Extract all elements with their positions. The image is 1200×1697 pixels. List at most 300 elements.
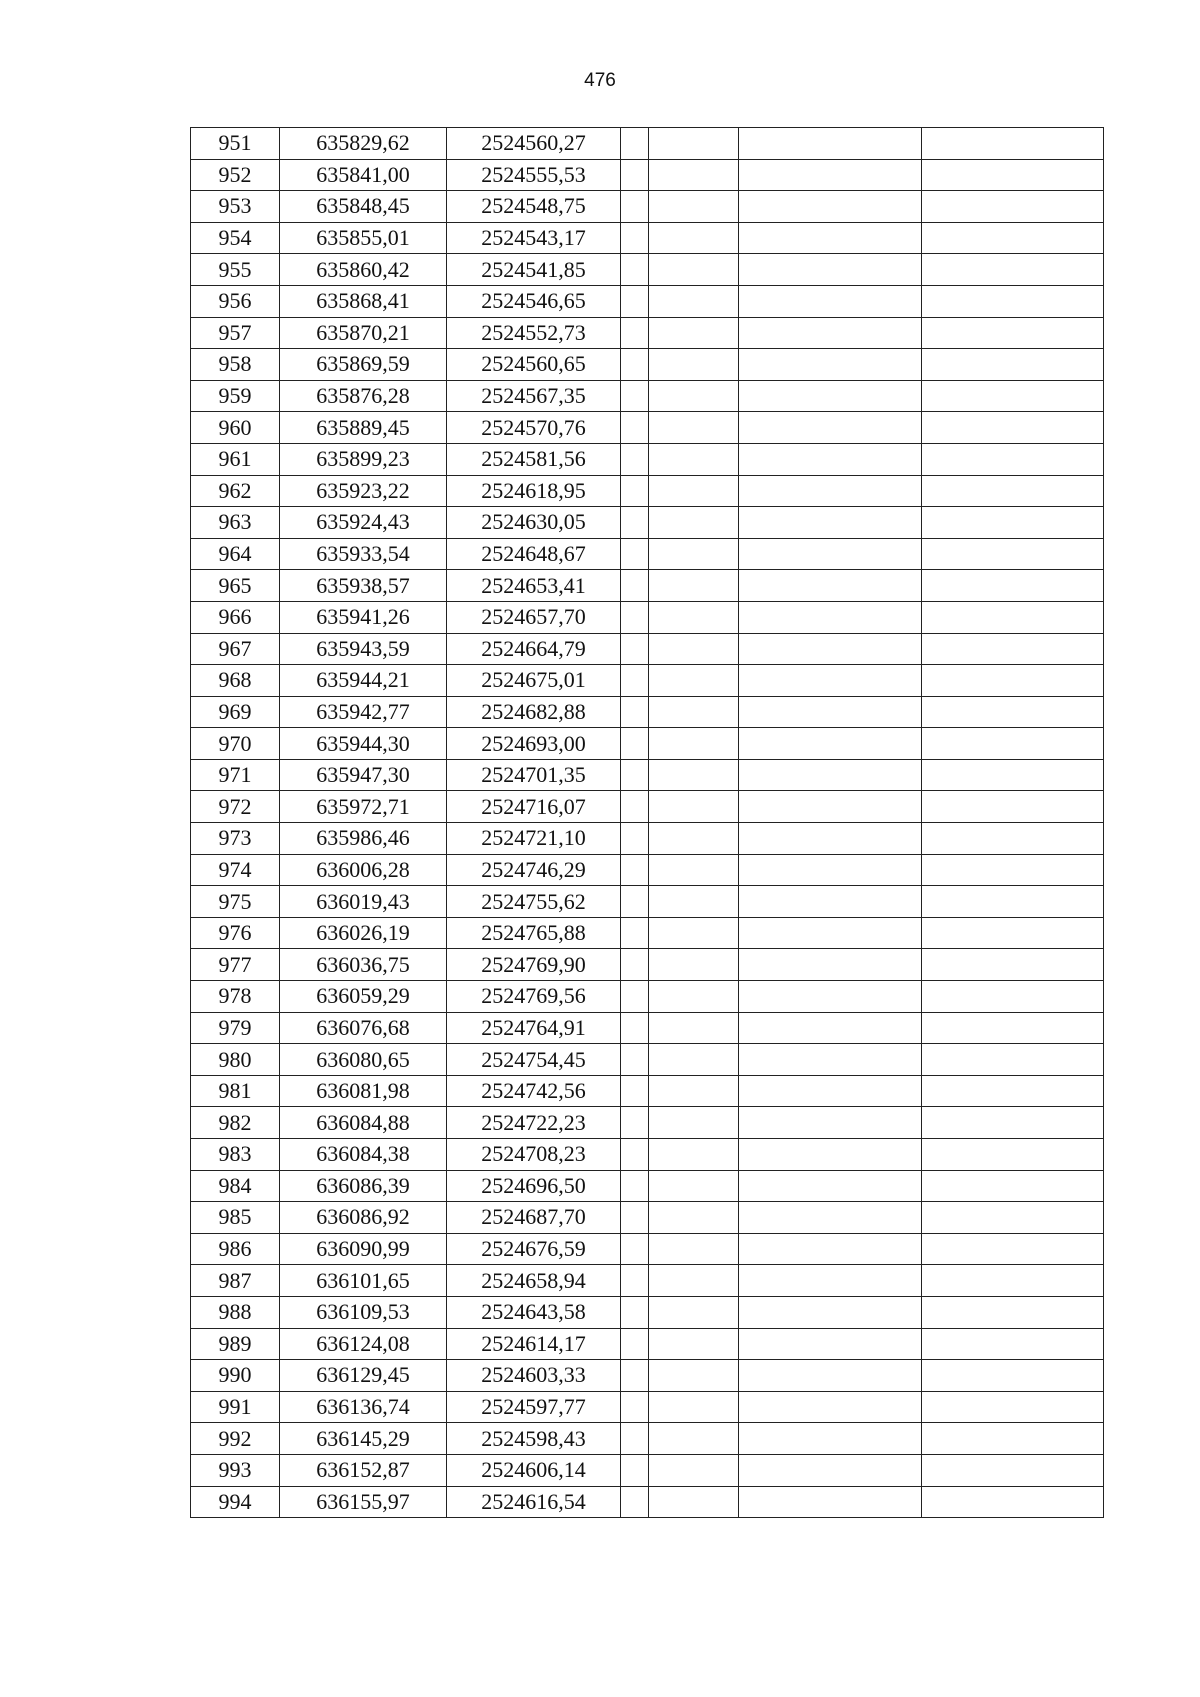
empty-cell-d: [922, 1202, 1104, 1234]
table-row: [191, 191, 1104, 223]
table-row: [191, 1486, 1104, 1518]
y-coordinate-cell: 2524567,35: [447, 380, 621, 412]
x-coordinate-cell: 636081,98: [280, 1075, 447, 1107]
point-number-cell: 975: [191, 886, 280, 918]
empty-cell-d: [922, 1170, 1104, 1202]
point-number-cell: 973: [191, 823, 280, 855]
x-coordinate-cell: 636026,19: [280, 917, 447, 949]
empty-cell-d: [922, 1044, 1104, 1076]
y-coordinate-cell: 2524570,76: [447, 412, 621, 444]
x-coordinate-cell: 636006,28: [280, 854, 447, 886]
table-row: [191, 1328, 1104, 1360]
empty-cell-d: [922, 601, 1104, 633]
point-number-cell: 969: [191, 696, 280, 728]
empty-cell-a: [621, 1328, 649, 1360]
empty-cell-c: [739, 791, 922, 823]
empty-cell-c: [739, 285, 922, 317]
table-row: [191, 159, 1104, 191]
empty-cell-a: [621, 728, 649, 760]
table-row: [191, 1391, 1104, 1423]
table-row: [191, 1075, 1104, 1107]
table-body: [191, 128, 1104, 1518]
empty-cell-a: [621, 949, 649, 981]
y-coordinate-cell: 2524754,45: [447, 1044, 621, 1076]
empty-cell-c: [739, 917, 922, 949]
y-coordinate-cell: 2524708,23: [447, 1139, 621, 1171]
empty-cell-c: [739, 507, 922, 539]
empty-cell-b: [649, 696, 739, 728]
empty-cell-c: [739, 1486, 922, 1518]
empty-cell-c: [739, 981, 922, 1013]
point-number-cell: 982: [191, 1107, 280, 1139]
empty-cell-c: [739, 728, 922, 760]
empty-cell-a: [621, 1044, 649, 1076]
point-number-cell: 966: [191, 601, 280, 633]
empty-cell-a: [621, 886, 649, 918]
table-row: [191, 633, 1104, 665]
y-coordinate-cell: 2524618,95: [447, 475, 621, 507]
empty-cell-a: [621, 1423, 649, 1455]
empty-cell-a: [621, 380, 649, 412]
point-number-cell: 981: [191, 1075, 280, 1107]
empty-cell-d: [922, 886, 1104, 918]
empty-cell-d: [922, 475, 1104, 507]
point-number-cell: 989: [191, 1328, 280, 1360]
empty-cell-a: [621, 285, 649, 317]
empty-cell-c: [739, 349, 922, 381]
empty-cell-b: [649, 854, 739, 886]
empty-cell-d: [922, 1296, 1104, 1328]
point-number-cell: 994: [191, 1486, 280, 1518]
table-row: [191, 1107, 1104, 1139]
point-number-cell: 978: [191, 981, 280, 1013]
x-coordinate-cell: 635870,21: [280, 317, 447, 349]
table-row: [191, 254, 1104, 286]
empty-cell-b: [649, 1044, 739, 1076]
table-row: [191, 1296, 1104, 1328]
y-coordinate-cell: 2524614,17: [447, 1328, 621, 1360]
table-row: [191, 570, 1104, 602]
point-number-cell: 964: [191, 538, 280, 570]
x-coordinate-cell: 635938,57: [280, 570, 447, 602]
table-row: [191, 443, 1104, 475]
y-coordinate-cell: 2524630,05: [447, 507, 621, 539]
empty-cell-c: [739, 475, 922, 507]
empty-cell-c: [739, 1423, 922, 1455]
x-coordinate-cell: 635876,28: [280, 380, 447, 412]
y-coordinate-cell: 2524581,56: [447, 443, 621, 475]
x-coordinate-cell: 636059,29: [280, 981, 447, 1013]
empty-cell-a: [621, 823, 649, 855]
empty-cell-b: [649, 1423, 739, 1455]
empty-cell-c: [739, 854, 922, 886]
empty-cell-b: [649, 823, 739, 855]
empty-cell-d: [922, 665, 1104, 697]
empty-cell-b: [649, 1170, 739, 1202]
table-row: [191, 886, 1104, 918]
empty-cell-c: [739, 1044, 922, 1076]
x-coordinate-cell: 636036,75: [280, 949, 447, 981]
empty-cell-b: [649, 886, 739, 918]
x-coordinate-cell: 635986,46: [280, 823, 447, 855]
empty-cell-b: [649, 665, 739, 697]
table-row: [191, 507, 1104, 539]
table-row: [191, 949, 1104, 981]
point-number-cell: 986: [191, 1233, 280, 1265]
empty-cell-c: [739, 1202, 922, 1234]
empty-cell-d: [922, 1012, 1104, 1044]
empty-cell-d: [922, 285, 1104, 317]
point-number-cell: 983: [191, 1139, 280, 1171]
x-coordinate-cell: 636109,53: [280, 1296, 447, 1328]
empty-cell-c: [739, 1233, 922, 1265]
empty-cell-c: [739, 1454, 922, 1486]
empty-cell-b: [649, 1454, 739, 1486]
table-row: [191, 823, 1104, 855]
table-row: [191, 1139, 1104, 1171]
x-coordinate-cell: 635855,01: [280, 222, 447, 254]
page-number: 476: [584, 70, 616, 91]
point-number-cell: 954: [191, 222, 280, 254]
y-coordinate-cell: 2524742,56: [447, 1075, 621, 1107]
empty-cell-d: [922, 1391, 1104, 1423]
empty-cell-b: [649, 1139, 739, 1171]
empty-cell-d: [922, 443, 1104, 475]
empty-cell-a: [621, 1075, 649, 1107]
y-coordinate-cell: 2524664,79: [447, 633, 621, 665]
empty-cell-d: [922, 981, 1104, 1013]
y-coordinate-cell: 2524606,14: [447, 1454, 621, 1486]
empty-cell-a: [621, 665, 649, 697]
point-number-cell: 993: [191, 1454, 280, 1486]
empty-cell-a: [621, 917, 649, 949]
y-coordinate-cell: 2524722,23: [447, 1107, 621, 1139]
x-coordinate-cell: 635942,77: [280, 696, 447, 728]
empty-cell-b: [649, 159, 739, 191]
x-coordinate-cell: 636124,08: [280, 1328, 447, 1360]
empty-cell-b: [649, 1328, 739, 1360]
y-coordinate-cell: 2524616,54: [447, 1486, 621, 1518]
empty-cell-b: [649, 1296, 739, 1328]
table-row: [191, 128, 1104, 160]
empty-cell-d: [922, 380, 1104, 412]
empty-cell-d: [922, 1328, 1104, 1360]
empty-cell-c: [739, 538, 922, 570]
coordinates-table: [190, 127, 1104, 1518]
y-coordinate-cell: 2524765,88: [447, 917, 621, 949]
empty-cell-a: [621, 1486, 649, 1518]
point-number-cell: 967: [191, 633, 280, 665]
table-row: [191, 1233, 1104, 1265]
x-coordinate-cell: 635860,42: [280, 254, 447, 286]
empty-cell-d: [922, 696, 1104, 728]
y-coordinate-cell: 2524548,75: [447, 191, 621, 223]
empty-cell-a: [621, 412, 649, 444]
empty-cell-d: [922, 823, 1104, 855]
empty-cell-c: [739, 1107, 922, 1139]
y-coordinate-cell: 2524693,00: [447, 728, 621, 760]
empty-cell-b: [649, 412, 739, 444]
x-coordinate-cell: 635923,22: [280, 475, 447, 507]
point-number-cell: 980: [191, 1044, 280, 1076]
empty-cell-a: [621, 1360, 649, 1392]
x-coordinate-cell: 636155,97: [280, 1486, 447, 1518]
y-coordinate-cell: 2524675,01: [447, 665, 621, 697]
empty-cell-b: [649, 443, 739, 475]
empty-cell-c: [739, 1265, 922, 1297]
x-coordinate-cell: 636101,65: [280, 1265, 447, 1297]
x-coordinate-cell: 635848,45: [280, 191, 447, 223]
x-coordinate-cell: 636019,43: [280, 886, 447, 918]
empty-cell-a: [621, 601, 649, 633]
empty-cell-a: [621, 1233, 649, 1265]
empty-cell-c: [739, 570, 922, 602]
empty-cell-b: [649, 791, 739, 823]
x-coordinate-cell: 636086,92: [280, 1202, 447, 1234]
empty-cell-a: [621, 854, 649, 886]
empty-cell-b: [649, 728, 739, 760]
empty-cell-c: [739, 949, 922, 981]
x-coordinate-cell: 636086,39: [280, 1170, 447, 1202]
empty-cell-a: [621, 159, 649, 191]
point-number-cell: 968: [191, 665, 280, 697]
empty-cell-d: [922, 507, 1104, 539]
empty-cell-c: [739, 1170, 922, 1202]
x-coordinate-cell: 636084,88: [280, 1107, 447, 1139]
empty-cell-a: [621, 1170, 649, 1202]
table-row: [191, 728, 1104, 760]
y-coordinate-cell: 2524597,77: [447, 1391, 621, 1423]
empty-cell-a: [621, 1202, 649, 1234]
empty-cell-d: [922, 1107, 1104, 1139]
empty-cell-a: [621, 128, 649, 160]
empty-cell-a: [621, 791, 649, 823]
point-number-cell: 974: [191, 854, 280, 886]
empty-cell-b: [649, 759, 739, 791]
empty-cell-a: [621, 222, 649, 254]
empty-cell-c: [739, 1012, 922, 1044]
empty-cell-c: [739, 222, 922, 254]
table-row: [191, 981, 1104, 1013]
table-row: [191, 1265, 1104, 1297]
y-coordinate-cell: 2524716,07: [447, 791, 621, 823]
point-number-cell: 963: [191, 507, 280, 539]
empty-cell-a: [621, 317, 649, 349]
x-coordinate-cell: 636145,29: [280, 1423, 447, 1455]
empty-cell-c: [739, 191, 922, 223]
point-number-cell: 959: [191, 380, 280, 412]
empty-cell-a: [621, 475, 649, 507]
empty-cell-b: [649, 254, 739, 286]
empty-cell-b: [649, 981, 739, 1013]
empty-cell-d: [922, 854, 1104, 886]
point-number-cell: 956: [191, 285, 280, 317]
table-row: [191, 1423, 1104, 1455]
y-coordinate-cell: 2524658,94: [447, 1265, 621, 1297]
x-coordinate-cell: 636152,87: [280, 1454, 447, 1486]
empty-cell-b: [649, 1486, 739, 1518]
empty-cell-b: [649, 317, 739, 349]
point-number-cell: 990: [191, 1360, 280, 1392]
x-coordinate-cell: 635829,62: [280, 128, 447, 160]
point-number-cell: 977: [191, 949, 280, 981]
empty-cell-a: [621, 696, 649, 728]
empty-cell-c: [739, 1139, 922, 1171]
table-row: [191, 285, 1104, 317]
x-coordinate-cell: 636129,45: [280, 1360, 447, 1392]
y-coordinate-cell: 2524755,62: [447, 886, 621, 918]
empty-cell-c: [739, 1360, 922, 1392]
point-number-cell: 961: [191, 443, 280, 475]
table-row: [191, 317, 1104, 349]
empty-cell-c: [739, 1075, 922, 1107]
empty-cell-c: [739, 380, 922, 412]
point-number-cell: 985: [191, 1202, 280, 1234]
table-row: [191, 917, 1104, 949]
x-coordinate-cell: 635889,45: [280, 412, 447, 444]
empty-cell-b: [649, 601, 739, 633]
empty-cell-a: [621, 633, 649, 665]
x-coordinate-cell: 635869,59: [280, 349, 447, 381]
y-coordinate-cell: 2524769,56: [447, 981, 621, 1013]
table-row: [191, 475, 1104, 507]
point-number-cell: 972: [191, 791, 280, 823]
empty-cell-b: [649, 128, 739, 160]
x-coordinate-cell: 636136,74: [280, 1391, 447, 1423]
empty-cell-a: [621, 538, 649, 570]
y-coordinate-cell: 2524687,70: [447, 1202, 621, 1234]
y-coordinate-cell: 2524769,90: [447, 949, 621, 981]
empty-cell-b: [649, 349, 739, 381]
empty-cell-b: [649, 570, 739, 602]
empty-cell-d: [922, 538, 1104, 570]
point-number-cell: 970: [191, 728, 280, 760]
table-row: [191, 222, 1104, 254]
empty-cell-a: [621, 443, 649, 475]
x-coordinate-cell: 635924,43: [280, 507, 447, 539]
point-number-cell: 960: [191, 412, 280, 444]
empty-cell-b: [649, 1075, 739, 1107]
empty-cell-c: [739, 317, 922, 349]
empty-cell-c: [739, 159, 922, 191]
empty-cell-c: [739, 823, 922, 855]
empty-cell-d: [922, 1075, 1104, 1107]
point-number-cell: 953: [191, 191, 280, 223]
empty-cell-d: [922, 412, 1104, 444]
y-coordinate-cell: 2524648,67: [447, 538, 621, 570]
empty-cell-d: [922, 759, 1104, 791]
empty-cell-d: [922, 222, 1104, 254]
table-row: [191, 791, 1104, 823]
empty-cell-c: [739, 1296, 922, 1328]
empty-cell-d: [922, 191, 1104, 223]
point-number-cell: 952: [191, 159, 280, 191]
y-coordinate-cell: 2524764,91: [447, 1012, 621, 1044]
x-coordinate-cell: 636080,65: [280, 1044, 447, 1076]
y-coordinate-cell: 2524721,10: [447, 823, 621, 855]
empty-cell-c: [739, 128, 922, 160]
point-number-cell: 958: [191, 349, 280, 381]
x-coordinate-cell: 635868,41: [280, 285, 447, 317]
empty-cell-b: [649, 191, 739, 223]
empty-cell-b: [649, 1233, 739, 1265]
table-row: [191, 696, 1104, 728]
empty-cell-b: [649, 222, 739, 254]
empty-cell-a: [621, 1139, 649, 1171]
x-coordinate-cell: 635899,23: [280, 443, 447, 475]
y-coordinate-cell: 2524546,65: [447, 285, 621, 317]
y-coordinate-cell: 2524682,88: [447, 696, 621, 728]
empty-cell-b: [649, 633, 739, 665]
point-number-cell: 979: [191, 1012, 280, 1044]
empty-cell-c: [739, 412, 922, 444]
y-coordinate-cell: 2524552,73: [447, 317, 621, 349]
empty-cell-d: [922, 1233, 1104, 1265]
empty-cell-a: [621, 191, 649, 223]
empty-cell-c: [739, 601, 922, 633]
point-number-cell: 955: [191, 254, 280, 286]
empty-cell-a: [621, 1391, 649, 1423]
x-coordinate-cell: 636084,38: [280, 1139, 447, 1171]
table-row: [191, 1170, 1104, 1202]
y-coordinate-cell: 2524541,85: [447, 254, 621, 286]
table-row: [191, 538, 1104, 570]
empty-cell-c: [739, 443, 922, 475]
y-coordinate-cell: 2524701,35: [447, 759, 621, 791]
empty-cell-a: [621, 759, 649, 791]
point-number-cell: 957: [191, 317, 280, 349]
empty-cell-b: [649, 1012, 739, 1044]
empty-cell-a: [621, 981, 649, 1013]
point-number-cell: 976: [191, 917, 280, 949]
empty-cell-b: [649, 1360, 739, 1392]
empty-cell-c: [739, 665, 922, 697]
empty-cell-b: [649, 475, 739, 507]
empty-cell-d: [922, 1139, 1104, 1171]
empty-cell-a: [621, 254, 649, 286]
empty-cell-b: [649, 917, 739, 949]
point-number-cell: 951: [191, 128, 280, 160]
empty-cell-b: [649, 1391, 739, 1423]
empty-cell-c: [739, 1328, 922, 1360]
x-coordinate-cell: 635943,59: [280, 633, 447, 665]
empty-cell-c: [739, 886, 922, 918]
y-coordinate-cell: 2524696,50: [447, 1170, 621, 1202]
table-row: [191, 759, 1104, 791]
x-coordinate-cell: 635972,71: [280, 791, 447, 823]
empty-cell-a: [621, 349, 649, 381]
x-coordinate-cell: 635841,00: [280, 159, 447, 191]
empty-cell-d: [922, 159, 1104, 191]
y-coordinate-cell: 2524560,65: [447, 349, 621, 381]
point-number-cell: 988: [191, 1296, 280, 1328]
x-coordinate-cell: 635944,21: [280, 665, 447, 697]
empty-cell-c: [739, 1391, 922, 1423]
empty-cell-a: [621, 570, 649, 602]
point-number-cell: 962: [191, 475, 280, 507]
empty-cell-d: [922, 349, 1104, 381]
empty-cell-d: [922, 791, 1104, 823]
empty-cell-a: [621, 1265, 649, 1297]
table-row: [191, 1044, 1104, 1076]
x-coordinate-cell: 635941,26: [280, 601, 447, 633]
table-row: [191, 1454, 1104, 1486]
y-coordinate-cell: 2524657,70: [447, 601, 621, 633]
x-coordinate-cell: 635947,30: [280, 759, 447, 791]
y-coordinate-cell: 2524598,43: [447, 1423, 621, 1455]
y-coordinate-cell: 2524560,27: [447, 128, 621, 160]
empty-cell-d: [922, 1265, 1104, 1297]
